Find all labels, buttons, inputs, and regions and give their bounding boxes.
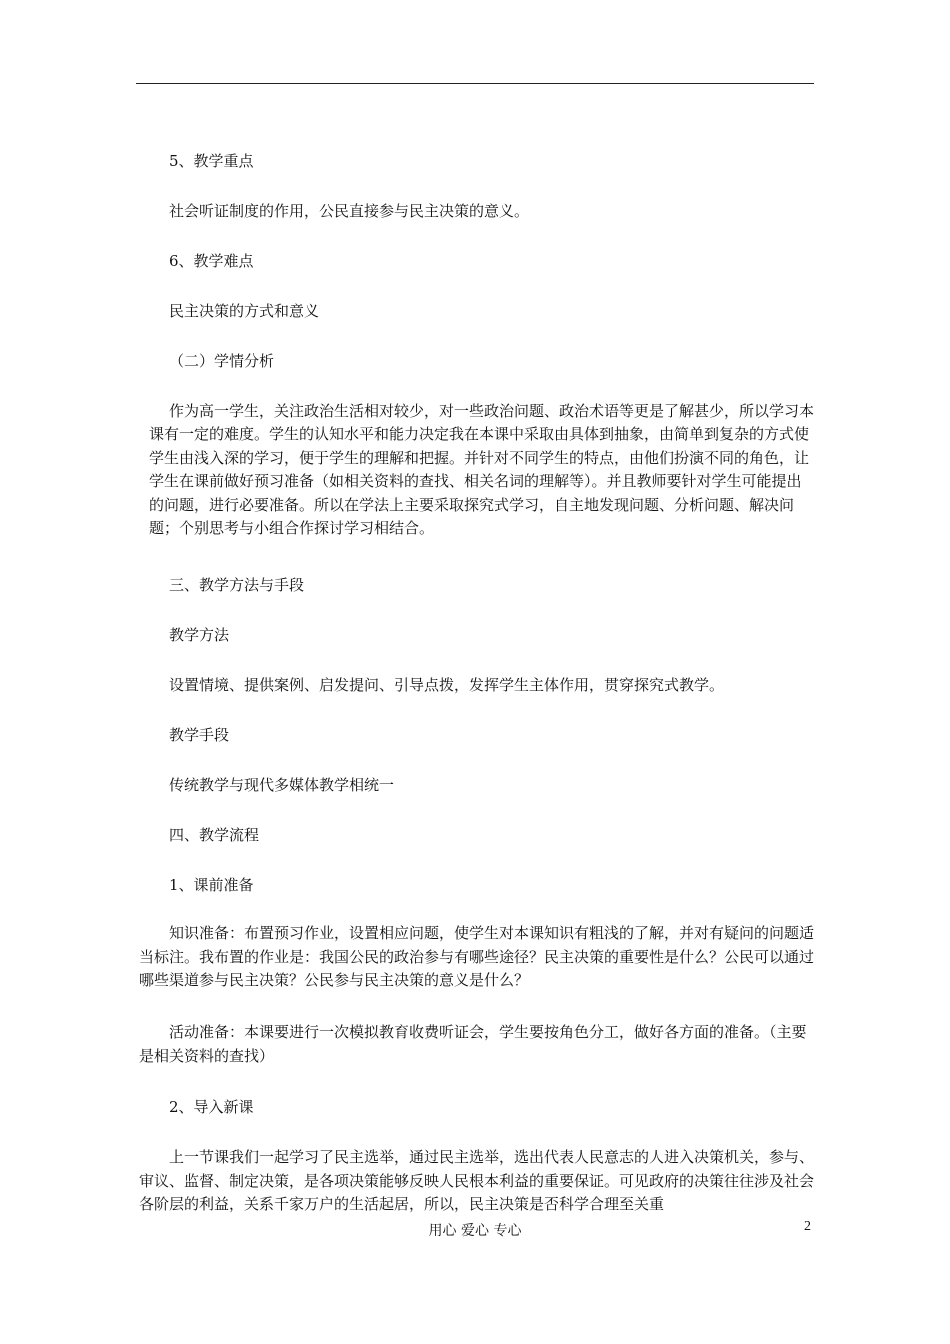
footer-slogan: 用心 爱心 专心 — [428, 1223, 522, 1239]
paragraph-teaching-focus: 社会听证制度的作用，公民直接参与民主决策的意义。 — [169, 202, 530, 220]
heading-student-analysis: （二）学情分析 — [169, 352, 275, 370]
paragraph-teaching-methods: 设置情境、提供案例、启发提问、引导点拨，发挥学生主体作用，贯穿探究式教学。 — [169, 676, 725, 694]
heading-methods-and-means: 三、教学方法与手段 — [169, 576, 305, 594]
paragraph-teaching-difficulty: 民主决策的方式和意义 — [169, 302, 320, 320]
heading-lesson-intro: 2、导入新课 — [169, 1098, 254, 1116]
heading-preparation: 1、课前准备 — [169, 876, 254, 894]
paragraph-teaching-means: 传统教学与现代多媒体教学相统一 — [169, 776, 395, 794]
heading-teaching-means: 教学手段 — [169, 726, 230, 744]
page-number: 2 — [804, 1219, 811, 1234]
heading-teaching-methods: 教学方法 — [169, 626, 230, 644]
paragraph-lesson-intro: 上一节课我们一起学习了民主选举，通过民主选举，选出代表人民意志的人进入决策机关，参与、审议、监督、制定决策，是各项决策能够反映人民根本利益的重要保证。可见政府的决策往往涉及社会各阶层的利益，关系千家万户的生活起居，所以，民主决策是否科学合理至关重 — [139, 1148, 815, 1213]
heading-teaching-focus: 5、教学重点 — [169, 152, 254, 170]
heading-teaching-process: 四、教学流程 — [169, 826, 260, 844]
paragraph-activity-preparation: 活动准备：本课要进行一次模拟教育收费听证会，学生要按角色分工，做好各方面的准备。（主要是相关资料的查找） — [139, 1023, 807, 1065]
paragraph-student-analysis: 作为高一学生，关注政治生活相对较少，对一些政治问题、政治术语等更是了解甚少，所以学习本课有一定的难度。学生的认知水平和能力决定我在本课中采取由具体到抽象，由简单到复杂的方式使学生由浅入深的学习，便于学生的理解和把握。并针对不同学生的特点，由他们扮演不同的角色，让学生在课前做好预习准备（如相关资料的查找、相关名词的理解等）。并且教师要针对学生可能提出的问题，进行必要准备。所以在学法上主要采取探究式学习，自主地发现问题、分析问题、解决问题；个别思考与小组合作探讨学习相结合。 — [149, 402, 815, 538]
header-rule — [136, 83, 814, 84]
paragraph-knowledge-preparation: 知识准备：布置预习作业，设置相应问题，使学生对本课知识有粗浅的了解，并对有疑问的问题适当标注。我布置的作业是：我国公民的政治参与有哪些途径？民主决策的重要性是什么？公民可以通过哪些渠道参与民主决策？公民参与民主决策的意义是什么？ — [139, 924, 815, 989]
heading-teaching-difficulty: 6、教学难点 — [169, 252, 254, 270]
